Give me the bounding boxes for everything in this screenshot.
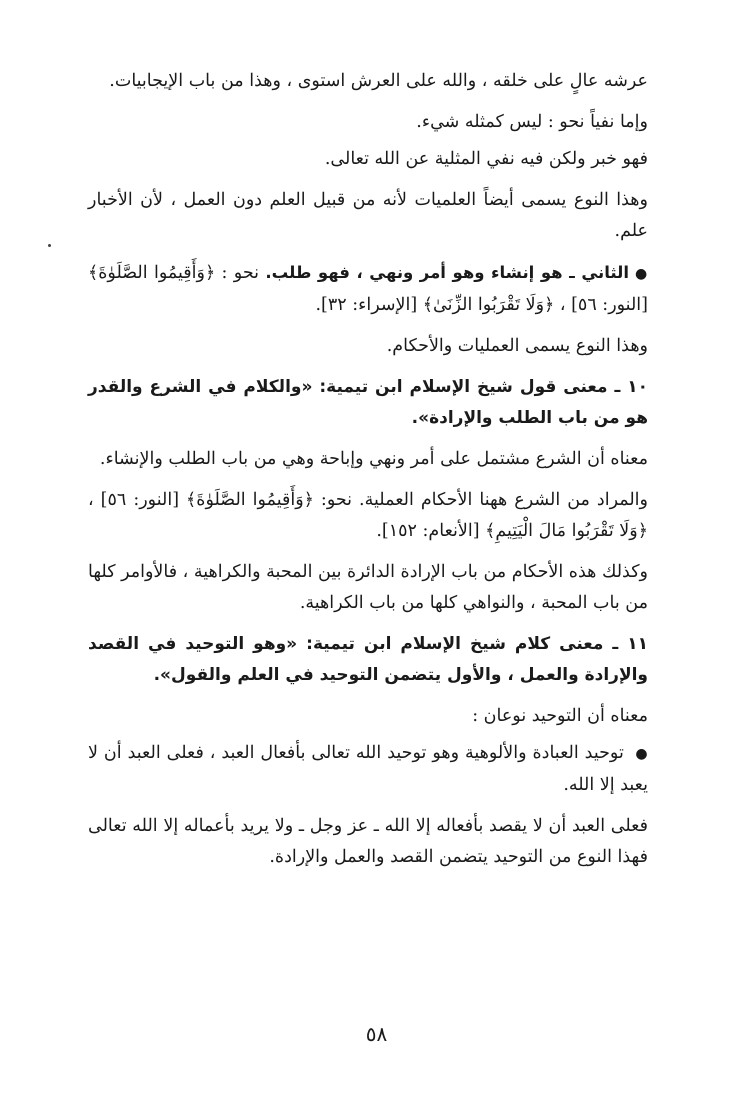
section-heading-10: ١٠ ـ معنى قول شيخ الإسلام ابن تيمية: «والكلام في الشرع والقدر هو من باب الطلب والإرادة». — [88, 377, 648, 428]
page-number: ٥٨ — [365, 1022, 388, 1046]
paragraph-amaliyat: وهذا النوع يسمى العمليات والأحكام. — [386, 336, 648, 356]
insha-examples: نحو : ﴿وَأَقِيمُوا الصَّلَوٰةَ﴾ [النور: ٥٦] ، ﴿وَلَا تَقْرَبُوا الزِّنَىٰ﴾ [الإسراء: ٣٢]. — [88, 263, 648, 315]
paragraph-qasd: فعلى العبد أن لا يقصد بأفعاله إلا الله ـ عز وجل ـ ولا يريد بأعماله إلا الله تعالى فهذا النوع من التوحيد يتضمن القصد والعمل والإرادة. — [88, 816, 648, 867]
paragraph-shar-meaning: معناه أن الشرع مشتمل على أمر ونهي وإباحة وهي من باب الطلب والإنشاء. — [99, 449, 648, 469]
paragraph-nafy: وإما نفياً نحو : ليس كمثله شيء. — [416, 112, 648, 132]
paragraph-iradah: وكذلك هذه الأحكام من باب الإرادة الدائرة بين المحبة والكراهية ، فالأوامر كلها من باب المحبة ، والنواهي كلها من باب الكراهية. — [88, 562, 648, 613]
margin-dot — [48, 244, 51, 247]
paragraph-ijabiyat: عرشه عالٍ على خلقه ، والله على العرش استوى ، وهذا من باب الإيجابيات. — [109, 71, 648, 91]
paragraph-insha — [88, 257, 648, 321]
section-heading-11: ١١ ـ معنى كلام شيخ الإسلام ابن تيمية: «وهو التوحيد في القصد والإرادة والعمل ، والأول يتضمن التوحيد في العلم والقول». — [88, 634, 648, 685]
bullet-icon: ● — [635, 266, 648, 282]
paragraph-khabar: فهو خبر ولكن فيه نفي المثلية عن الله تعالى. — [324, 149, 648, 169]
bullet-icon: ● — [635, 746, 649, 762]
tawhid-ibadah-text: توحيد العبادة والألوهية وهو توحيد الله تعالى بأفعال العبد ، فعلى العبد أن لا يعبد إلا الله. — [88, 743, 648, 795]
paragraph-tawhid-types: معناه أن التوحيد نوعان : — [472, 706, 648, 726]
paragraph-ilmiyat: وهذا النوع يسمى أيضاً العلميات لأنه من قبيل العلم دون العمل ، لأن الأخبار علم. — [88, 190, 648, 241]
paragraph-tawhid-ibadah — [88, 738, 648, 801]
paragraph-murad: والمراد من الشرع ههنا الأحكام العملية. نحو: ﴿وَأَقِيمُوا الصَّلَوٰةَ﴾ [النور: ٥٦] ، ﴿وَلَا تَقْرَبُوا مَالَ الْيَتِيمِ﴾ [الأنعام: ١٥٢]. — [88, 490, 648, 541]
insha-heading: الثاني ـ هو إنشاء وهو أمر ونهي ، فهو طلب. — [265, 263, 629, 282]
page-body — [88, 66, 648, 883]
